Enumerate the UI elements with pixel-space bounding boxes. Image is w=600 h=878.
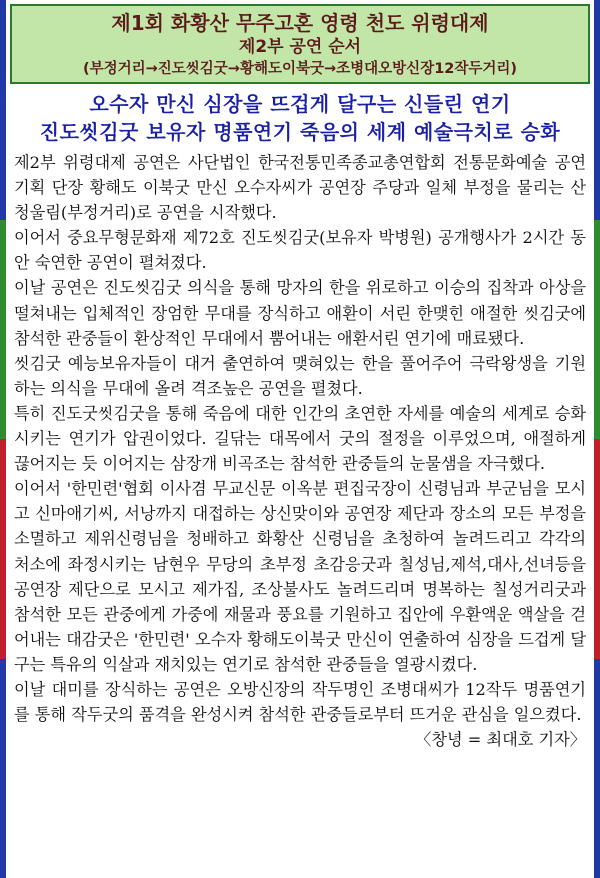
paragraph: 특히 진도굿씻김굿을 통해 죽음에 대한 인간의 초연한 자세를 예술의 세계로 승화시키는 연기가 압권이었다. 길닦는 대목에서 굿의 절정을 이루었으며, 애절하게 끊어지는 듯 이어지는 삼장개 비곡조는 참석한 관중들의 눈물샘을 자극했다. bbox=[14, 403, 586, 474]
event-subtitle: 제2부 공연 순서 bbox=[238, 37, 362, 57]
headline-line-2: 진도씻김굿 보유자 명품연기 죽음의 세계 예술극치로 승화 bbox=[39, 120, 561, 144]
paragraph: 이날 대미를 장식하는 공연은 오방신장의 작두명인 조병대씨가 12작두 명품연기를 통해 작두굿의 품격을 완성시켜 참석한 관중들로부터 뜨거운 관심을 일으켰다. bbox=[14, 679, 586, 725]
stripe-segment bbox=[594, 439, 600, 659]
paragraph: 씻김굿 예능보유자들이 대거 출연하여 맺혀있는 한을 풀어주어 극락왕생을 기원하는 의식을 무대에 올려 격조높은 공연을 펼쳤다. bbox=[14, 353, 586, 398]
paragraph: 이어서 중요무형문화재 제72호 진도씻김굿(보유자 박병원) 공개행사가 2시간 동안 숙연한 공연이 펼쳐졌다. bbox=[14, 228, 586, 273]
headline-line-1: 오수자 만신 심장을 뜨겁게 달구는 신들린 연기 bbox=[89, 92, 511, 116]
paragraph-with-byline bbox=[14, 677, 586, 750]
paragraph: 제2부 위령대제 공연은 사단법인 한국전통민족종교총연합회 전통문화예술 공연기획 단장 황해도 이북굿 만신 오수자씨가 공연장 주당과 일체 부정을 물리는 산청울림(부정거리)로 공연을 시작했다. bbox=[14, 153, 586, 223]
paragraph: 이어서 '한민련'협회 이사겸 무교신문 이옥분 편집국장이 신령님과 부군님을 모시고 신마애기씨, 서낭까지 대접하는 상신맞이와 공연장 제단과 장소의 모든 부정을 소멸하고 제위신령님을 청배하고 화황산 신령님을 초청하여 놀려드리고 각각의 처소에 좌정시키는 남현우 무당의 초부정 초감응굿과 칠성님,제석,대사,선녀등을 공연장 제단으로 모시고 제가집, 조상불사도 놀려드리며 명복하는 칠성거리굿과 참석한 모든 관중에게 가중에 재물과 풍요를 기원하고 집안에 우환액운 액살을 걷어내는 대감굿은 '한민련' 오수자 황해도이북굿 만신이 연출하여 심장을 드겁게 달구는 특유의 익살과 재치있는 연기로 참석한 관중들을 열광시켰다. bbox=[14, 479, 586, 674]
stripe-segment bbox=[594, 659, 600, 878]
paragraph: 이날 공연은 진도씻김굿 의식을 통해 망자의 한을 위로하고 이승의 집착과 아상을 떨쳐내는 입체적인 장엄한 무대를 장식하고 애환이 서린 한맺힌 애절한 씻김굿에 참석한 관중들이 환상적인 무대에서 뿜어내는 애환서린 연기에 매료됐다. bbox=[14, 278, 586, 348]
headline bbox=[10, 90, 590, 146]
content-area bbox=[6, 0, 594, 878]
stripe-segment bbox=[594, 220, 600, 440]
program-route: (부정거리→진도씻김굿→황해도이북굿→조병대오방신장12작두거리) bbox=[82, 61, 518, 77]
stripe-segment bbox=[594, 0, 600, 220]
event-title: 제1회 화황산 무주고혼 영령 천도 위령대제 bbox=[111, 11, 489, 35]
article-body bbox=[14, 150, 586, 750]
right-color-stripe bbox=[594, 0, 600, 878]
byline: 〈창녕 = 최대호 기자〉 bbox=[415, 730, 586, 750]
title-banner bbox=[10, 4, 590, 84]
